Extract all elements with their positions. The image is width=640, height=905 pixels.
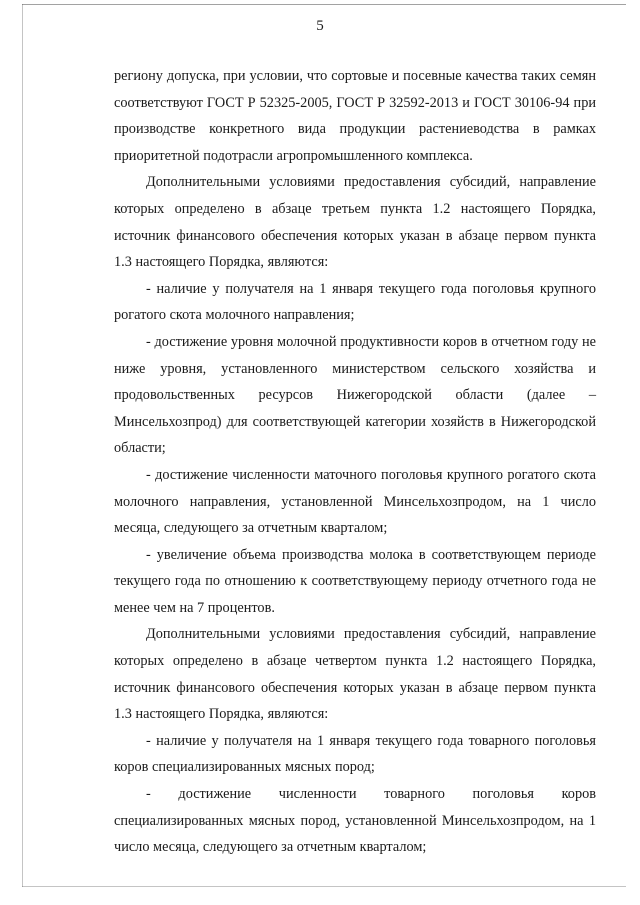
paragraph-conditions-dairy: Дополнительными условиями предоставления субсидий, направление которых определено в абзаце третьем пункта 1.2 настоящего Порядка, источник финансового обеспечения которых указан в абзаце первом пункта 1.3 настоящего Порядка, являются: <box>114 174 596 271</box>
list-item-beef-herd: - наличие у получателя на 1 января текущего года товарного поголовья коров специализированных мясных пород; <box>114 732 596 776</box>
list-item-breeding-stock: - достижение численности маточного поголовья крупного рогатого скота молочного направления, установленной Минсельхозпродом, на 1 число месяца, следующего за отчетным кварталом; <box>114 466 596 537</box>
list-item-milk-productivity: - достижение уровня молочной продуктивности коров в отчетном году не ниже уровня, установленного министерством сельского хозяйства и продовольственных ресурсов Нижегородской области (далее – Минсельхозпрод) для соответствующей категории хозяйств в Нижегородской области; <box>114 333 596 457</box>
list-item-milk-volume: - увеличение объема производства молока в соответствующем периоде текущего года по отношению к соответствующему периоду отчетного года не менее чем на 7 процентов. <box>114 546 596 616</box>
scan-border-top <box>22 4 626 5</box>
scan-border-bottom <box>22 886 626 887</box>
page-number: 5 <box>316 18 324 34</box>
list-item-beef-headcount: - достижение численности товарного поголовья коров специализированных мясных пород, установленной Минсельхозпродом, на 1 число месяца, следующего за отчетным кварталом; <box>114 786 596 856</box>
paragraph-conditions-beef: Дополнительными условиями предоставления субсидий, направление которых определено в абзаце четвертом пункта 1.2 настоящего Порядка, источник финансового обеспечения которых указан в абзаце первом пункта 1.3 настоящего Порядка, являются: <box>114 626 596 723</box>
scan-border-left <box>22 4 23 887</box>
list-item-dairy-herd: - наличие у получателя на 1 января текущего года поголовья крупного рогатого скота молочного направления; <box>114 280 596 324</box>
paragraph-continuation: региону допуска, при условии, что сортовые и посевные качества таких семян соответствуют ГОСТ Р 52325-2005, ГОСТ Р 32592-2013 и ГОСТ 30106-94 при производстве конкретного вида продукции растениеводства в рамках приоритетной подотрасли агропромышленного комплекса. <box>114 68 596 164</box>
document-body <box>114 63 596 861</box>
